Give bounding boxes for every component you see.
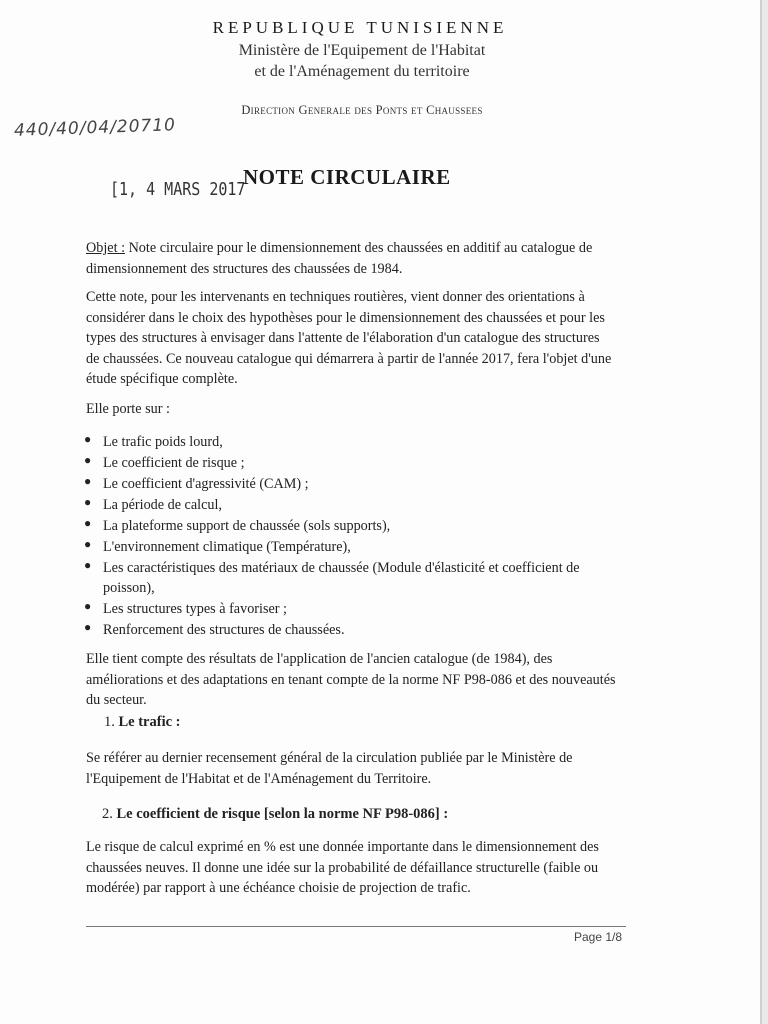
bullet-icon: ● [84, 495, 92, 509]
paragraph-line: l'Equipement de l'Habitat et de l'Aménagement du Territoire. [86, 770, 432, 787]
section-1-heading [104, 714, 181, 731]
bullet-icon: ● [84, 516, 92, 530]
republic-heading: REPUBLIQUE TUNISIENNE [212, 18, 508, 37]
page-title: NOTE CIRCULAIRE [243, 165, 451, 189]
intro-line: étude spécifique complète. [86, 371, 238, 387]
bullet-icon: ● [84, 453, 92, 467]
ministry-line-1: Ministère de l'Equipement de l'Habitat [238, 42, 486, 59]
paragraph-line: améliorations et des adaptations en tenant compte de la norme NF P98-086 et des nouveautés [86, 671, 616, 688]
paragraph-line: Le risque de calcul exprimé en % est une donnée importante dans le dimensionnement des [86, 839, 599, 855]
paragraph-line: modérée) par rapport à une échéance choisie de projection de trafic. [86, 880, 471, 896]
section-title: Le coefficient de risque [selon la norme NF P98-086] : [116, 806, 449, 822]
page-number: Page 1/8 [574, 930, 623, 944]
footer-divider [86, 926, 626, 927]
bullet-icon: ● [84, 432, 92, 446]
intro-line: Cette note, pour les intervenants en techniques routières, vient donner des orientations à [86, 289, 585, 305]
tient-compte-paragraph [86, 649, 634, 711]
section-number: 2. [102, 806, 113, 822]
paragraph-line: du secteur. [86, 692, 147, 708]
document-page: REPUBLIQUE TUNISIENNE Ministère de l'Equipement de l'Habitat et de l'Aménagement du territoire Direction Generale des Ponts et Chaussees 440/40/04/20710 [1, 4 MARS 2017 NOTE CIRCULAIRE Objet : Note circulaire pour le dimensionnement des chaussées en additif au catalogue de dimensionnement des structures des chaussées de 1984. Cette note, pour les intervenants en techniques routières, vient donner des orientations à considérer dans le choix des hypothèses pour le dimensionnement des chaussées et pour les types des structures à envisager dans l'attente de l'élaboration d'un catalogue des structures de chaussées. Ce nouveau catalogue qui démarrera à partir de l'année 2017, fera l'objet d'une étude spécifique complète. Elle porte sur : ● Le trafic poids lourd, ● Le coefficient de risque ; ● Le coefficient d'agressivité (CAM) ; ● La période de calcul, ● La plateforme support de chaussée (sols supports), ● L'environnement climatique (Température), ● Les caractéristiques des matériaux de chaussée (Module d'élasticité et coefficient de poisson), ● Les structures types à favoriser ; ● Renforcement des structures de chaussées. Elle tient compte des résultats de l'application de l'ancien catalogue (de 1984), des améliorations et des adaptations en tenant compte de la norme NF P98-086 et des nouveautés du secteur. 1. Le trafic : Se référer au dernier recensement général de la circulation publiée par le Ministère de l'Equipement de l'Habitat et de l'Aménagement du Territoire. 2. Le coefficient de risque [selon la norme NF P98-086] : Le risque de calcul exprimé en % est une donnée importante dans le dimensionnement des chaussées neuves. Il donne une idée sur la probabilité de défaillance structurelle (faible ou modérée) par rapport à une échéance choisie de projection de trafic. Page 1/8 [0, 0, 760, 1024]
section-2-paragraph [86, 837, 634, 899]
intro-paragraph [86, 287, 634, 390]
object-label: Objet : [86, 240, 126, 256]
direction-heading: Direction Generale des Ponts et Chaussees [241, 103, 483, 117]
handwritten-reference: 440/40/04/20710 [13, 115, 177, 141]
paragraph-line: Se référer au dernier recensement général de la circulation publiée par le Ministère de [86, 750, 573, 766]
date-stamp: [1, 4 MARS 2017 [110, 178, 246, 200]
intro-line: considérer dans le choix des hypothèses pour le dimensionnement des chaussées et pour les [86, 309, 605, 326]
bullet-icon: ● [84, 620, 92, 634]
bullet-icon: ● [84, 558, 92, 572]
bullet-icon: ● [84, 599, 92, 613]
porte-sur-label: Elle porte sur : [86, 401, 170, 417]
object-line-1: Note circulaire pour le dimensionnement des chaussées en additif au catalogue de [125, 240, 593, 256]
object-line-2: dimensionnement des structures des chaussées de 1984. [86, 260, 403, 277]
intro-line: types des structures à envisager dans l'attente de l'élaboration d'un catalogue des structures [86, 330, 600, 346]
bullet-icon: ● [84, 537, 92, 551]
intro-line: de chaussées. Ce nouveau catalogue qui démarrera à partir de l'année 2017, fera l'objet d'une [86, 350, 612, 367]
paragraph-line: Elle tient compte des résultats de l'application de l'ancien catalogue (de 1984), des [86, 651, 553, 667]
section-1-paragraph [86, 748, 634, 789]
object-paragraph [86, 238, 634, 279]
bullet-icon: ● [84, 474, 92, 488]
section-title: Le trafic : [118, 714, 181, 730]
ministry-line-2: et de l'Aménagement du territoire [254, 63, 470, 80]
section-number: 1. [104, 714, 115, 730]
section-2-heading [102, 806, 448, 823]
paragraph-line: chaussées neuves. Il donne une idée sur la probabilité de défaillance structurelle (faible ou [86, 859, 599, 876]
